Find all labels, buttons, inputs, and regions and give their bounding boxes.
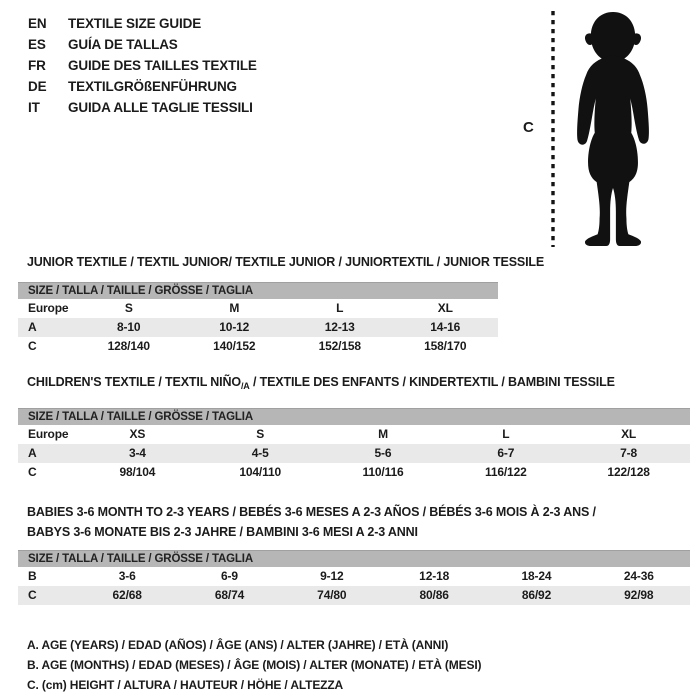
table-row-height (18, 586, 690, 605)
language-code: IT (28, 100, 40, 115)
table-row-height (18, 337, 498, 356)
size-cell: M (229, 301, 240, 315)
value-cell: 158/170 (424, 339, 467, 353)
size-cell: L (336, 301, 344, 315)
size-cell: S (256, 427, 265, 441)
value-cell: 9-12 (320, 569, 344, 583)
value-cell: 122/128 (607, 465, 650, 479)
value-cell: 104/110 (239, 465, 282, 479)
size-cell: XL (437, 301, 453, 315)
value-cell: 68/74 (214, 588, 245, 602)
table-row-europe (18, 425, 690, 444)
language-code: DE (28, 79, 47, 94)
language-title: GUIDA ALLE TAGLIE TESSILI (68, 100, 253, 115)
height-measure-figure (523, 9, 665, 249)
size-cell: XL (621, 427, 637, 441)
table-row-height (18, 463, 690, 482)
section-junior-textile (0, 255, 700, 356)
language-title: TEXTILE SIZE GUIDE (68, 16, 202, 31)
value-cell: 14-16 (430, 320, 461, 334)
junior-size-table (18, 282, 498, 356)
height-measure-dashed-line (551, 11, 555, 247)
footnote-b: B. AGE (MONTHS) / EDAD (MESES) / ÂGE (MOIS) / ALTER (MONATE) / ETÀ (MESI) (27, 658, 482, 672)
language-row-es (28, 34, 257, 55)
language-code: FR (28, 58, 46, 73)
section-title-babies-line1: BABIES 3-6 MONTH TO 2-3 YEARS / BEBÉS 3-6 MESES A 2-3 AÑOS / BÉBÉS 3-6 MOIS À 2-3 ANS / (27, 505, 596, 519)
value-cell: 6-9 (221, 569, 238, 583)
table-header-row: SIZE / TALLA / TAILLE / GRÖSSE / TAGLIA (18, 550, 690, 567)
value-cell: 74/80 (317, 588, 347, 602)
value-cell: 24-36 (623, 569, 654, 583)
childrens-size-table (18, 408, 690, 482)
table-header-row: SIZE / TALLA / TAILLE / GRÖSSE / TAGLIA (18, 408, 690, 425)
section-childrens-textile (0, 375, 700, 482)
value-cell: 3-6 (118, 569, 136, 583)
section-babies-textile (0, 502, 700, 605)
value-cell: 116/122 (484, 465, 527, 479)
value-cell: 86/92 (521, 588, 552, 602)
row-label: A (28, 446, 37, 460)
height-measure-label: C (523, 119, 534, 136)
value-cell: 18-24 (521, 569, 552, 583)
size-cell: L (502, 427, 510, 441)
value-cell: 7-8 (620, 446, 638, 460)
table-row-months (18, 567, 690, 586)
value-cell: 98/104 (119, 465, 156, 479)
language-row-en (28, 13, 257, 34)
section-title-babies-line2: BABYS 3-6 MONATE BIS 2-3 JAHRE / BAMBINI 3-6 MESI A 2-3 ANNI (27, 525, 418, 539)
row-label: C (28, 465, 37, 479)
value-cell: 110/116 (362, 465, 404, 479)
section-title-junior: JUNIOR TEXTILE / TEXTIL JUNIOR/ TEXTILE JUNIOR / JUNIORTEXTIL / JUNIOR TESSILE (27, 255, 545, 269)
section-title-childrens (27, 375, 700, 393)
language-row-de (28, 76, 257, 97)
row-label: A (28, 320, 37, 334)
value-cell: 8-10 (117, 320, 141, 334)
value-cell: 5-6 (374, 446, 392, 460)
size-cell: XS (129, 427, 146, 441)
value-cell: 10-12 (219, 320, 250, 334)
row-label: B (28, 569, 37, 583)
title-part: / TEXTILE DES ENFANTS / KINDERTEXTIL / BAMBINI TESSILE (249, 375, 615, 389)
table-row-age (18, 444, 690, 463)
value-cell: 140/152 (213, 339, 256, 353)
language-title-list (28, 13, 257, 118)
table-row-europe (18, 299, 498, 318)
value-cell: 12-13 (324, 320, 355, 334)
value-cell: 128/140 (107, 339, 150, 353)
babies-size-table (18, 550, 690, 605)
value-cell: 3-4 (128, 446, 146, 460)
title-part: CHILDREN'S TEXTILE / TEXTIL NIÑO (27, 375, 241, 389)
row-label: Europe (28, 427, 69, 441)
footnote-c: C. (cm) HEIGHT / ALTURA / HAUTEUR / HÖHE / ALTEZZA (27, 678, 344, 692)
value-cell: 4-5 (251, 446, 269, 460)
language-code: ES (28, 37, 46, 52)
size-cell: M (378, 427, 388, 441)
value-cell: 6-7 (497, 446, 515, 460)
footnotes (27, 635, 700, 695)
language-title: GUIDE DES TAILLES TEXTILE (68, 58, 257, 73)
value-cell: 80/86 (419, 588, 449, 602)
footnote-a: A. AGE (YEARS) / EDAD (AÑOS) / ÂGE (ANS) / ALTER (JAHRE) / ETÀ (ANNI) (27, 638, 449, 652)
language-row-it (28, 97, 257, 118)
value-cell: 92/98 (624, 588, 654, 602)
language-title: GUÍA DE TALLAS (68, 37, 178, 52)
table-row-age (18, 318, 498, 337)
table-header-row: SIZE / TALLA / TAILLE / GRÖSSE / TAGLIA (18, 282, 498, 299)
value-cell: 152/158 (318, 339, 361, 353)
value-cell: 62/68 (112, 588, 142, 602)
language-row-fr (28, 55, 257, 76)
size-cell: S (124, 301, 133, 315)
value-cell: 12-18 (419, 569, 450, 583)
title-subscript: /A (240, 381, 250, 391)
row-label: Europe (28, 301, 69, 315)
language-code: EN (28, 16, 47, 31)
header-area (0, 0, 700, 250)
row-label: C (28, 339, 37, 353)
language-title: TEXTILGRÖßENFÜHRUNG (68, 79, 237, 94)
row-label: C (28, 588, 37, 602)
toddler-silhouette-icon (565, 9, 661, 247)
